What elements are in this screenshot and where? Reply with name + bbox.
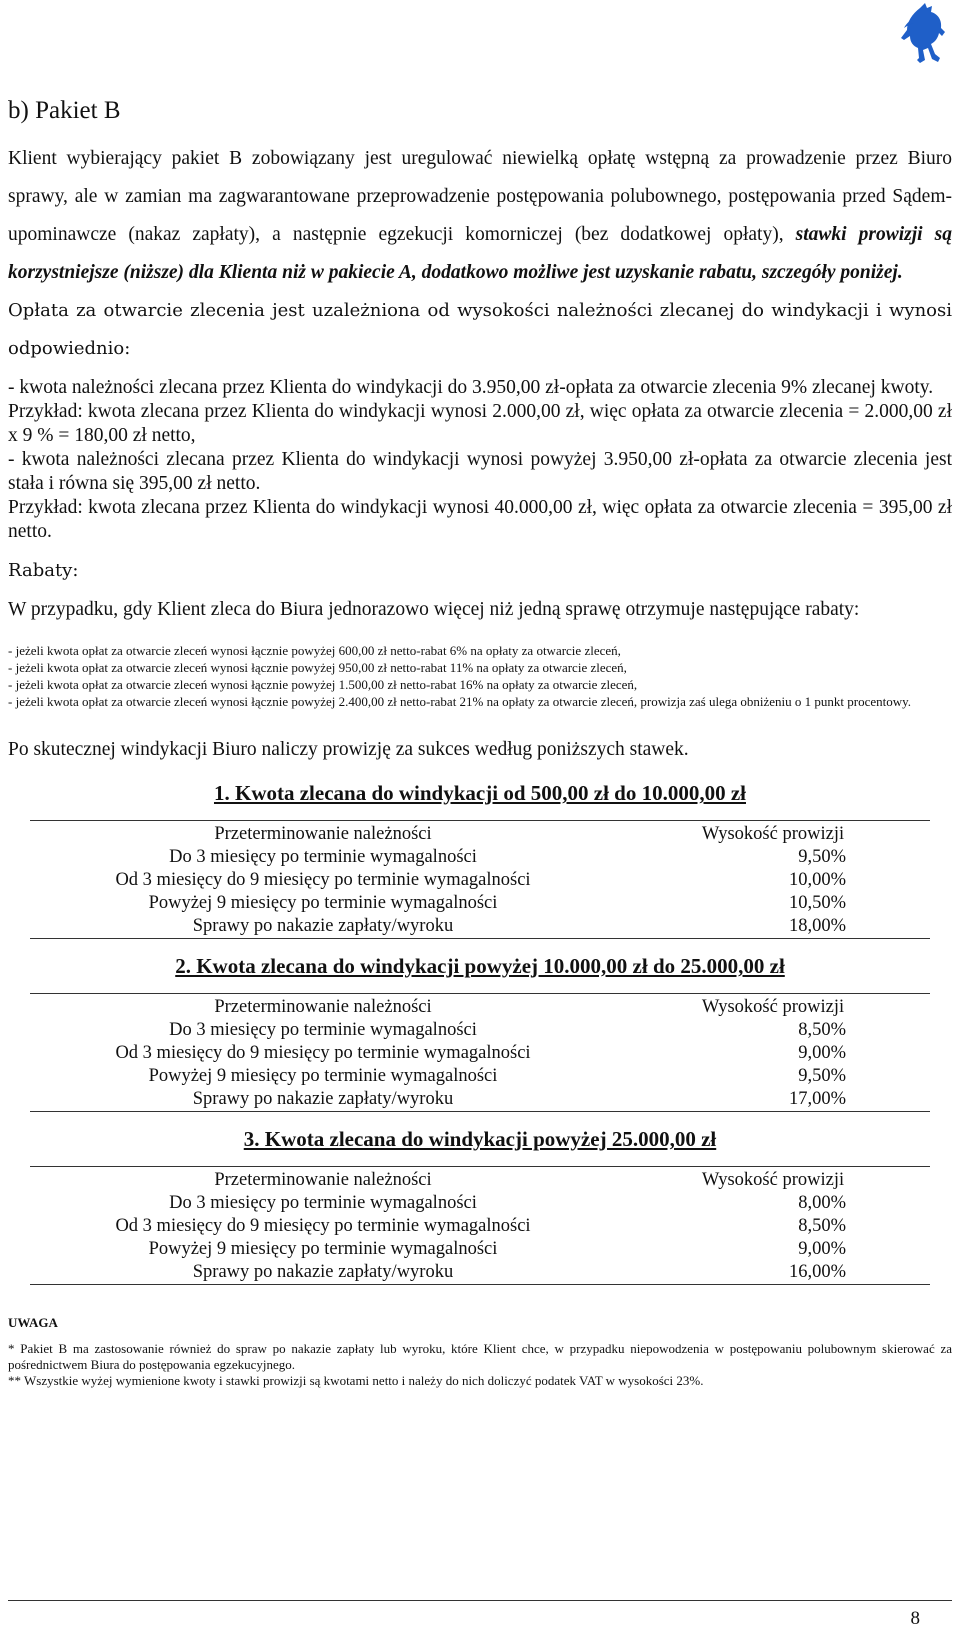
- table-cell: 8,00%: [798, 1193, 846, 1213]
- discount-item: - jeżeli kwota opłat za otwarcie zleceń wynosi łącznie powyżej 2.400,00 zł netto-rabat 21% na opłaty za otwarcie zleceń, prowizja zaś ulega obniżeniu o 1 punkt procentowy.: [8, 694, 912, 709]
- discount-list: [8, 642, 952, 710]
- rabaty-heading: Rabaty:: [8, 560, 79, 581]
- table-cell: 16,00%: [616, 1261, 930, 1285]
- fee-line: - kwota należności zlecana przez Klienta do windykacji do 3.950,00 zł-opłata za otwarcie zlecenia 9% zlecanej kwoty.: [8, 377, 934, 398]
- uwaga-label: UWAGA: [8, 1315, 58, 1330]
- rabaty-text: W przypadku, gdy Klient zleca do Biura jednorazowo więcej niż jedną sprawę otrzymuje następujące rabaty:: [8, 599, 860, 620]
- table-header-row: [30, 1167, 930, 1193]
- commission-table: [30, 993, 930, 1112]
- table-cell: Sprawy po nakazie zapłaty/wyroku: [30, 1088, 616, 1112]
- table-header-cell: Przeterminowanie należności: [30, 994, 616, 1020]
- fee-line: Przykład: kwota zlecana przez Klienta do windykacji wynosi 2.000,00 zł, więc opłata za otwarcie zlecenia = 2.000,00 zł x 9 % = 180,00 zł netto,: [8, 401, 952, 446]
- notes: [8, 1341, 952, 1389]
- note-item: * Pakiet B ma zastosowanie również do spraw po nakazie zapłaty lub wyroku, które Klient chce, w przypadku niepowodzenia w postępowaniu polubownym skierować za pośrednictwem Biura do postępowania egzekucyjnego.: [8, 1341, 952, 1372]
- success-text: Po skutecznej windykacji Biuro naliczy prowizję za sukces według poniższych stawek.: [8, 739, 689, 760]
- intro-italic-text: stawki prowizji są korzystniejsze (niższe) dla Klienta niż w pakiecie A, dodatkowo możliwe jest uzyskanie rabatu, szczegóły poniżej.: [8, 224, 952, 283]
- table-title: 2. Kwota zlecana do windykacji powyżej 10.000,00 zł do 25.000,00 zł: [175, 954, 785, 978]
- table-cell: Powyżej 9 miesięcy po terminie wymagalności: [148, 893, 498, 913]
- table-row: [30, 1019, 930, 1042]
- table-header-row: [30, 994, 930, 1020]
- table-cell: Sprawy po nakazie zapłaty/wyroku: [30, 915, 616, 939]
- discount-item: - jeżeli kwota opłat za otwarcie zleceń wynosi łącznie powyżej 950,00 zł netto-rabat 11% na opłaty za otwarcie zleceń,: [8, 660, 627, 675]
- discount-item: - jeżeli kwota opłat za otwarcie zleceń wynosi łącznie powyżej 600,00 zł netto-rabat 6% na opłaty za otwarcie zleceń,: [8, 643, 621, 658]
- table-cell: Od 3 miesięcy do 9 miesięcy po terminie wymagalności: [115, 870, 531, 890]
- table-cell: Od 3 miesięcy do 9 miesięcy po terminie wymagalności: [115, 1216, 531, 1236]
- table-row: [30, 869, 930, 892]
- table-header-cell: Wysokość prowizji: [616, 821, 930, 847]
- fee-line: Przykład: kwota zlecana przez Klienta do windykacji wynosi 40.000,00 zł, więc opłata za otwarcie zlecenia = 395,00 zł netto.: [8, 497, 952, 542]
- table-row: [30, 915, 930, 939]
- table-cell: 17,00%: [616, 1088, 930, 1112]
- table-row: [30, 1215, 930, 1238]
- commission-table: [30, 1166, 930, 1285]
- document-page: [8, 96, 952, 1389]
- table-row: [30, 1238, 930, 1261]
- table-cell: Do 3 miesięcy po terminie wymagalności: [169, 847, 477, 867]
- table-header-cell: Wysokość prowizji: [616, 1167, 930, 1193]
- table-cell: Sprawy po nakazie zapłaty/wyroku: [30, 1261, 616, 1285]
- table-cell: Powyżej 9 miesięcy po terminie wymagalności: [148, 1239, 498, 1259]
- table-cell: 10,50%: [788, 893, 846, 913]
- horse-logo-icon: [898, 2, 954, 64]
- table-row: [30, 892, 930, 915]
- discount-item: - jeżeli kwota opłat za otwarcie zleceń wynosi łącznie powyżej 1.500,00 zł netto-rabat 16% na opłaty za otwarcie zleceń,: [8, 677, 638, 692]
- fee-line: - kwota należności zlecana przez Klienta do windykacji wynosi powyżej 3.950,00 zł-opłata za otwarcie zlecenia jest stała i równa się 395,00 zł netto.: [8, 449, 952, 494]
- table-cell: 9,00%: [798, 1239, 846, 1259]
- table-cell: 10,00%: [788, 870, 846, 890]
- table-cell: 9,00%: [798, 1043, 846, 1063]
- table-cell: 9,50%: [798, 1066, 846, 1086]
- note-item: ** Wszystkie wyżej wymienione kwoty i stawki prowizji są kwotami netto i należy do nich doliczyć podatek VAT w wysokości 23%.: [8, 1373, 704, 1388]
- table-cell: Do 3 miesięcy po terminie wymagalności: [169, 1020, 477, 1040]
- fee-lines: [8, 376, 952, 544]
- table-cell: 8,50%: [798, 1020, 846, 1040]
- footer-divider: [8, 1600, 952, 1601]
- table-title: 1. Kwota zlecana do windykacji od 500,00 zł do 10.000,00 zł: [213, 781, 746, 805]
- table-header-row: [30, 821, 930, 847]
- section-heading: b) Pakiet B: [8, 97, 121, 124]
- page-number: 8: [910, 1608, 920, 1629]
- table-row: [30, 1065, 930, 1088]
- table-row: [30, 846, 930, 869]
- commission-tables: [8, 780, 952, 1285]
- intro-normal-text: Klient wybierający pakiet B zobowiązany jest uregulować niewielką opłatę wstępną za prowadzenie przez Biuro sprawy, ale w zamian ma zagwarantowane przeprowadzenie postępowania polubownego, postępowania przed Sądem-upominawcze (nakaz zapłaty), a następnie egzekucji komorniczej (bez dodatkowej opłaty),: [8, 148, 952, 245]
- table-cell: 18,00%: [616, 915, 930, 939]
- table-header-cell: Przeterminowanie należności: [30, 1167, 616, 1193]
- table-row: [30, 1192, 930, 1215]
- table-header-cell: Wysokość prowizji: [616, 994, 930, 1020]
- table-title: 3. Kwota zlecana do windykacji powyżej 25.000,00 zł: [243, 1127, 717, 1151]
- table-cell: 9,50%: [798, 847, 846, 867]
- table-cell: Do 3 miesięcy po terminie wymagalności: [169, 1193, 477, 1213]
- table-row: [30, 1261, 930, 1285]
- fee-intro: Opłata za otwarcie zlecenia jest uzależniona od wysokości należności zlecanej do windykacji i wynosi odpowiednio:: [8, 300, 952, 359]
- table-cell: Od 3 miesięcy do 9 miesięcy po terminie wymagalności: [115, 1043, 531, 1063]
- intro-paragraph: [8, 140, 952, 292]
- commission-table: [30, 820, 930, 939]
- table-header-cell: Przeterminowanie należności: [30, 821, 616, 847]
- table-row: [30, 1088, 930, 1112]
- table-cell: 8,50%: [798, 1216, 846, 1236]
- table-row: [30, 1042, 930, 1065]
- table-cell: Powyżej 9 miesięcy po terminie wymagalności: [148, 1066, 498, 1086]
